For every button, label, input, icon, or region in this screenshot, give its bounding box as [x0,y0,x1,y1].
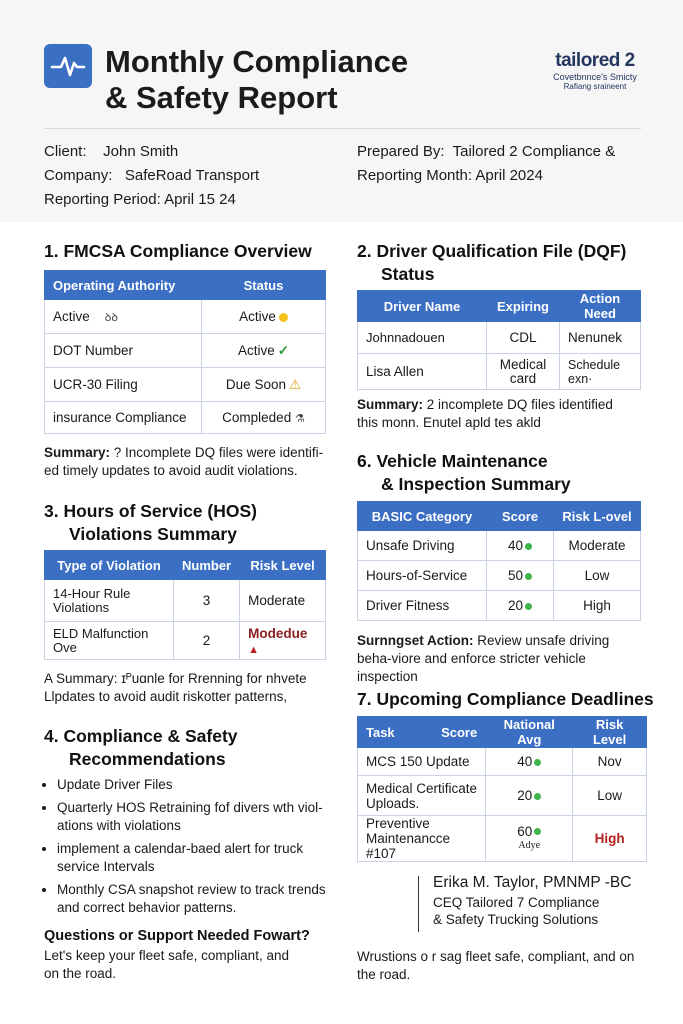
col-risk: Risk Level [240,551,326,580]
cell-text: Compleded [222,410,292,425]
cell-number: 2 [174,622,240,660]
cell-avg [486,816,573,862]
green-dot-icon [534,759,541,766]
col-action: Action Need [560,291,641,322]
client-line: Client: John Smith [44,143,179,160]
cell-text: Preventive [366,816,430,831]
col-score: Score [441,724,478,740]
signature-line-2: & Safety Trucking Solutions [433,912,599,927]
preparer-info [357,140,615,188]
col-risk-level: Risk Level [573,717,647,748]
cell-status [202,402,326,434]
summary-text: ? Incomplete DQ files were identifi-ed timely updates to avoid audit violations. [44,445,324,478]
table-header-row [358,291,641,322]
table-row [358,591,641,621]
dqf-table [357,290,641,390]
col-number: Number [174,551,240,580]
table-row [45,622,326,660]
cell-type [45,622,174,660]
section-3-summary: A Summary: ɪᴾuɑnle for Rrenning for nhvete Llpdates to avoid audit riskotter patterns, [44,671,307,704]
section-3-heading [44,500,257,546]
brand-logo [540,50,650,91]
table-header-row [45,271,326,300]
cell-text: Uploads. [366,795,420,811]
signature-title [433,894,599,928]
section-4-heading [44,725,238,771]
cell-text: Active [53,308,90,324]
cell-text: Maintenancce #107 [366,831,451,861]
cell-glyph: ꝺꝺ [104,311,118,324]
signature-name: Erika M. Taylor, PMNMP -BC [433,874,632,891]
cell-status [202,300,326,334]
period-line: Reporting Period: April 15 24 [44,191,236,208]
cell-action: Nenunek [560,322,641,354]
header-divider [44,128,641,129]
cell-text: ELD Malfunction [53,625,149,641]
recommendations-list [44,776,347,922]
col-status: Status [202,271,326,300]
heartbeat-icon [44,44,92,88]
questions-text: Let's keep your fleet safe, compliant, and on the road. [44,948,289,981]
section-3-heading-line-2: Violations Summary [69,524,237,544]
section-1-summary [44,444,329,480]
cell-text: High [594,831,625,846]
cell-text: Active [237,342,275,358]
checkmark-icon: ✓ [277,342,290,358]
cell-risk [573,816,647,862]
basic-table [357,501,641,621]
alert-triangle-icon: ▲ [248,643,260,656]
table-header-row [45,551,326,580]
col-type: Type of Violation [45,551,174,580]
green-dot-icon [525,603,532,610]
list-item: • Monthly CSA snapshot review to track trends and correct behavior patterns. [57,881,347,917]
brand-name: tailored 2 [555,50,635,71]
list-item: • Update Driver Files [57,776,347,794]
cell-text: 20 [517,788,533,803]
cell-score [487,561,554,591]
summary-text: Review unsafe driving beha-viore and enforce stricter vehicle inspection [357,633,610,684]
section-2-summary [357,396,632,432]
cell-text: 50 [507,568,524,583]
col-expiring: Expiring [487,291,560,322]
deadlines-table [357,716,647,862]
cell-risk: Nov [573,748,647,776]
section-2-heading-line-2: Status [381,264,435,284]
col-task: Task [366,724,395,740]
cell-driver: Lisa Allen [358,354,487,390]
company-line: Company: SafeRoad Transport [44,167,260,184]
summary-label: Surnngset Action: [357,633,474,648]
cell-text: Due Soon [225,376,286,392]
title-line-2: & Safety Report [105,80,338,115]
cell-task: MCS 150 Update [358,748,486,776]
cell-score [487,531,554,561]
cell-text: Modedue [248,625,308,641]
cell-item: DOT Number [45,334,202,368]
cell-text: 40 [507,538,524,553]
section-2-heading-line-1: 2. Driver Qualification File (DQF) [357,241,627,261]
questions-heading: Questions or Support Needed Fowart? [44,928,310,944]
report-title [105,44,408,116]
reporting-month-line: Reporting Month: April 2024 [357,167,543,184]
cell-note: Adye [518,839,541,851]
col-basic-category: BASIC Category [358,502,487,531]
cell-status [202,334,326,368]
brand-subtagline: Rafiang sraineent [563,82,627,91]
cell-risk: Moderate [554,531,641,561]
cell-text: 40 [517,754,533,769]
table-row [358,776,647,816]
section-6-heading-line-1: 6. Vehicle Maintenance [357,451,548,471]
summary-text: 2 incomplete DQ files identified this monn. Enutel apld tes akld [357,397,613,430]
cell-avg [486,776,573,816]
warning-icon: ⚠ [288,376,302,392]
cell-item: UCR-30 Filing [45,368,202,402]
table-row [45,300,326,334]
report-logo [44,44,92,88]
summary-label: Summary: [357,397,424,412]
section-3-heading-line-1: 3. Hours of Service (HOS) [44,501,257,521]
cell-text: 14-Hour Rule [53,585,131,601]
table-header-row [358,502,641,531]
cell-risk: Low [554,561,641,591]
cell-type [45,580,174,622]
cell-risk: Moderate [240,580,326,622]
yellow-dot-icon [279,313,288,322]
section-1-heading: 1. FMCSA Compliance Overview [44,241,312,261]
cell-text: 60 [517,823,533,839]
table-row [358,322,641,354]
cell-expiring: CDL [487,322,560,354]
green-dot-icon [534,793,541,800]
closing-text: Wrustions o r sag fleet safe, compliant, and on the road. [357,949,635,982]
col-score: Score [487,502,554,531]
cell-task [358,816,486,862]
table-row [45,368,326,402]
cell-text: Active [239,309,276,324]
cell-text: card [509,370,537,386]
table-row [358,531,641,561]
section-2-heading [357,240,626,286]
table-row [45,580,326,622]
table-row [45,334,326,368]
green-dot-icon [525,543,532,550]
section-4-heading-line-2: Recommendations [69,749,226,769]
cell-risk: Low [573,776,647,816]
table-row [358,816,647,862]
prepared-by-line: Prepared By: Tailored 2 Compliance & [357,143,616,160]
cell-text: 20 [507,598,524,613]
table-row [45,402,326,434]
cell-driver: Johnnadouen [358,322,487,354]
cell-item [45,300,202,334]
green-dot-icon [525,573,532,580]
cell-item: insurance Compliance [45,402,202,434]
hos-table [44,550,326,660]
cell-task [358,776,486,816]
section-4-heading-line-1: 4. Compliance & Safety [44,726,238,746]
table-row [358,748,647,776]
col-driver-name: Driver Name [358,291,487,322]
title-line-1: Monthly Compliance [105,44,409,79]
summary-label: Summary: [44,445,111,460]
signature-divider [418,876,419,932]
cell-expiring [487,354,560,390]
table-row [358,561,641,591]
list-item: • implement a calendar-baed alert for truck service Intervals [57,840,347,876]
cell-category: Unsafe Driving [358,531,487,561]
section-6-heading [357,450,571,496]
cell-text: Ove [53,639,77,655]
cell-score [487,591,554,621]
col-task-score [358,717,486,748]
col-operating-authority: Operating Authority [45,271,202,300]
section-7-heading: 7. Upcoming Compliance Deadlines [357,689,654,709]
cell-status [202,368,326,402]
cell-number: 3 [174,580,240,622]
fmcsa-table [44,270,326,434]
table-header-row [358,717,647,748]
green-dot-icon [534,828,541,835]
signature-line-1: CEQ Tailored 7 Compliance [433,895,600,910]
table-row [358,354,641,390]
list-item: • Quarterly HOS Retraining fof divers wth viol-ations with violations [57,799,347,835]
col-risk-level: Risk L-ovel [554,502,641,531]
cell-risk: High [554,591,641,621]
cell-text: Violations [53,599,110,615]
section-6-summary [357,632,647,686]
cell-risk [240,622,326,660]
cell-category: Hours-of-Service [358,561,487,591]
cell-text: Medical Certificate [366,780,478,796]
cell-action: Schedule exn· [560,354,641,390]
client-info [44,140,259,212]
brand-tagline: Covetbnnce's Smicty [553,72,637,82]
section-6-heading-line-2: & Inspection Summary [381,474,571,494]
cell-glyph: ⚗ [294,413,305,425]
cell-avg [486,748,573,776]
col-national-avg: National Avg [486,717,573,748]
cell-category: Driver Fitness [358,591,487,621]
cell-text: Medical [499,356,547,372]
